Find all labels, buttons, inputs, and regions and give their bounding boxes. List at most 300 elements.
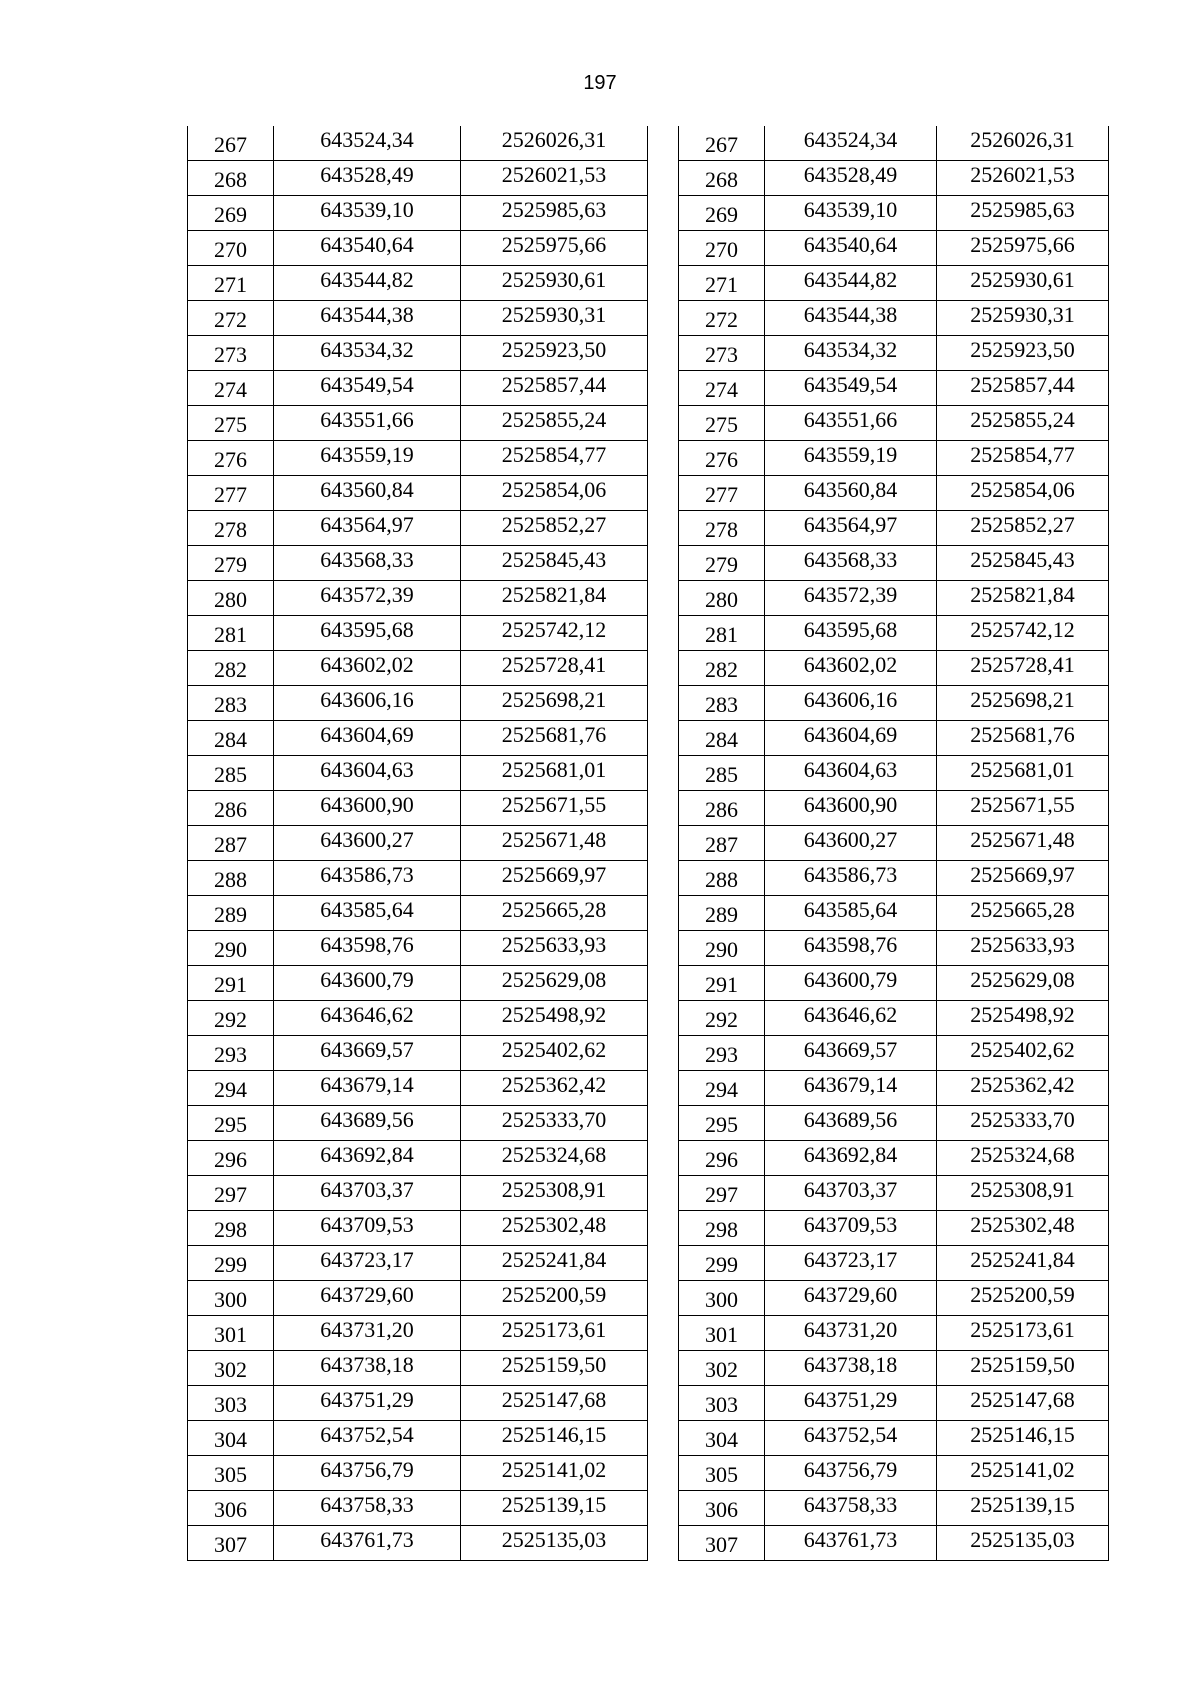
- table-row: [188, 931, 648, 966]
- x-coordinate-text: 643559,19: [320, 442, 414, 467]
- y-coordinate-text: 2525665,28: [501, 897, 607, 922]
- y-coordinate-text: 2525633,93: [501, 932, 607, 957]
- table-row: [679, 826, 1109, 861]
- x-coordinate-cell: [765, 546, 937, 581]
- point-number-cell: [188, 931, 274, 966]
- table-row: [188, 476, 648, 511]
- point-number-cell: [188, 266, 274, 301]
- y-coordinate-cell: [461, 1036, 648, 1071]
- y-coordinate-cell: [461, 1351, 648, 1386]
- table-row: [188, 581, 648, 616]
- y-coordinate-text: 2525141,02: [501, 1457, 607, 1482]
- table-row: [679, 581, 1109, 616]
- point-number-text: 305: [705, 1462, 738, 1487]
- point-number-text: 294: [214, 1077, 247, 1102]
- point-number-text: 304: [214, 1427, 247, 1452]
- y-coordinate-cell: [461, 1106, 648, 1141]
- y-coordinate-text: 2525728,41: [501, 652, 607, 677]
- table-row: [188, 441, 648, 476]
- point-number-text: 301: [705, 1322, 738, 1347]
- x-coordinate-cell: [274, 546, 461, 581]
- y-coordinate-cell: [461, 1281, 648, 1316]
- x-coordinate-text: 643751,29: [803, 1387, 898, 1412]
- table-row: [188, 721, 648, 756]
- y-coordinate-text: 2525139,15: [501, 1492, 607, 1517]
- x-coordinate-cell: [274, 1316, 461, 1351]
- y-coordinate-cell: [937, 301, 1109, 336]
- y-coordinate-cell: [937, 1071, 1109, 1106]
- x-coordinate-cell: [274, 476, 461, 511]
- point-number-cell: [679, 966, 765, 1001]
- x-coordinate-cell: [274, 231, 461, 266]
- x-coordinate-text: 643758,33: [320, 1492, 414, 1517]
- y-coordinate-text: 2525698,21: [501, 687, 607, 712]
- table-row: [188, 756, 648, 791]
- x-coordinate-text: 643572,39: [320, 582, 414, 607]
- x-coordinate-cell: [765, 826, 937, 861]
- x-coordinate-cell: [765, 1281, 937, 1316]
- point-number-cell: [679, 1351, 765, 1386]
- y-coordinate-text: 2525147,68: [970, 1387, 1075, 1412]
- point-number-text: 300: [214, 1287, 247, 1312]
- point-number-cell: [679, 1106, 765, 1141]
- x-coordinate-text: 643602,02: [320, 652, 414, 677]
- table-row: [679, 651, 1109, 686]
- point-number-cell: [188, 1386, 274, 1421]
- x-coordinate-cell: [765, 1246, 937, 1281]
- point-number-cell: [679, 686, 765, 721]
- point-number-text: 282: [214, 657, 247, 682]
- point-number-text: 303: [705, 1392, 738, 1417]
- x-coordinate-cell: [274, 1176, 461, 1211]
- x-coordinate-text: 643689,56: [803, 1107, 898, 1132]
- point-number-cell: [188, 1421, 274, 1456]
- point-number-text: 297: [214, 1182, 247, 1207]
- y-coordinate-text: 2525681,01: [970, 757, 1075, 782]
- y-coordinate-text: 2525821,84: [501, 582, 607, 607]
- x-coordinate-text: 643564,97: [320, 512, 414, 537]
- y-coordinate-cell: [937, 581, 1109, 616]
- point-number-text: 279: [214, 552, 247, 577]
- point-number-text: 271: [705, 272, 738, 297]
- point-number-text: 294: [705, 1077, 738, 1102]
- y-coordinate-text: 2525930,31: [970, 302, 1075, 327]
- x-coordinate-cell: [274, 931, 461, 966]
- x-coordinate-cell: [274, 1386, 461, 1421]
- x-coordinate-cell: [274, 301, 461, 336]
- x-coordinate-text: 643738,18: [803, 1352, 898, 1377]
- y-coordinate-text: 2525146,15: [970, 1422, 1075, 1447]
- y-coordinate-cell: [937, 1211, 1109, 1246]
- y-coordinate-text: 2525930,61: [501, 267, 607, 292]
- y-coordinate-text: 2525629,08: [970, 967, 1075, 992]
- table-row: [679, 1141, 1109, 1176]
- table-row: [679, 161, 1109, 196]
- y-coordinate-cell: [461, 1386, 648, 1421]
- y-coordinate-text: 2525308,91: [501, 1177, 607, 1202]
- y-coordinate-cell: [461, 371, 648, 406]
- x-coordinate-text: 643752,54: [320, 1422, 414, 1447]
- point-number-cell: [679, 1526, 765, 1561]
- point-number-text: 291: [705, 972, 738, 997]
- point-number-cell: [679, 791, 765, 826]
- y-coordinate-cell: [937, 441, 1109, 476]
- point-number-text: 290: [214, 937, 247, 962]
- y-coordinate-cell: [461, 1491, 648, 1526]
- x-coordinate-text: 643692,84: [803, 1142, 898, 1167]
- point-number-cell: [679, 1246, 765, 1281]
- point-number-cell: [679, 336, 765, 371]
- point-number-text: 267: [214, 132, 247, 157]
- table-row: [679, 861, 1109, 896]
- y-coordinate-cell: [461, 1141, 648, 1176]
- point-number-cell: [188, 1141, 274, 1176]
- x-coordinate-text: 643756,79: [803, 1457, 898, 1482]
- y-coordinate-cell: [461, 966, 648, 1001]
- x-coordinate-text: 643559,19: [803, 442, 898, 467]
- y-coordinate-text: 2525498,92: [970, 1002, 1075, 1027]
- point-number-text: 267: [705, 132, 738, 157]
- x-coordinate-text: 643524,34: [320, 127, 414, 152]
- x-coordinate-text: 643598,76: [803, 932, 898, 957]
- point-number-text: 302: [705, 1357, 738, 1382]
- x-coordinate-text: 643560,84: [320, 477, 414, 502]
- table-row: [679, 546, 1109, 581]
- x-coordinate-cell: [765, 476, 937, 511]
- x-coordinate-cell: [765, 336, 937, 371]
- point-number-text: 284: [214, 727, 247, 752]
- x-coordinate-cell: [765, 1316, 937, 1351]
- x-coordinate-cell: [274, 1351, 461, 1386]
- x-coordinate-cell: [274, 1491, 461, 1526]
- point-number-cell: [188, 1036, 274, 1071]
- point-number-cell: [188, 616, 274, 651]
- table-row: [679, 231, 1109, 266]
- x-coordinate-cell: [274, 1001, 461, 1036]
- y-coordinate-cell: [937, 896, 1109, 931]
- table-row: [188, 1176, 648, 1211]
- y-coordinate-cell: [937, 1526, 1109, 1561]
- x-coordinate-cell: [274, 441, 461, 476]
- point-number-cell: [679, 161, 765, 196]
- y-coordinate-cell: [937, 371, 1109, 406]
- point-number-cell: [679, 406, 765, 441]
- x-coordinate-text: 643564,97: [803, 512, 898, 537]
- table-row: [679, 1456, 1109, 1491]
- point-number-cell: [679, 196, 765, 231]
- y-coordinate-text: 2525985,63: [501, 197, 607, 222]
- table-row: [188, 1526, 648, 1561]
- y-coordinate-cell: [461, 721, 648, 756]
- point-number-cell: [188, 196, 274, 231]
- x-coordinate-cell: [274, 511, 461, 546]
- point-number-cell: [679, 1386, 765, 1421]
- point-number-text: 268: [214, 167, 247, 192]
- point-number-cell: [188, 896, 274, 931]
- x-coordinate-cell: [765, 441, 937, 476]
- y-coordinate-cell: [461, 1176, 648, 1211]
- table-row: [188, 1351, 648, 1386]
- point-number-cell: [679, 651, 765, 686]
- x-coordinate-cell: [765, 721, 937, 756]
- table-row: [188, 1421, 648, 1456]
- y-coordinate-cell: [461, 161, 648, 196]
- y-coordinate-text: 2525498,92: [501, 1002, 607, 1027]
- point-number-text: 298: [214, 1217, 247, 1242]
- point-number-text: 303: [214, 1392, 247, 1417]
- x-coordinate-cell: [274, 336, 461, 371]
- y-coordinate-text: 2525333,70: [501, 1107, 607, 1132]
- point-number-cell: [679, 756, 765, 791]
- x-coordinate-cell: [765, 896, 937, 931]
- y-coordinate-text: 2525241,84: [501, 1247, 607, 1272]
- y-coordinate-text: 2525855,24: [970, 407, 1075, 432]
- y-coordinate-text: 2525135,03: [501, 1527, 607, 1552]
- table-row: [188, 1281, 648, 1316]
- point-number-text: 270: [214, 237, 247, 262]
- x-coordinate-cell: [765, 1106, 937, 1141]
- x-coordinate-cell: [765, 1071, 937, 1106]
- x-coordinate-cell: [765, 266, 937, 301]
- x-coordinate-text: 643600,27: [320, 827, 414, 852]
- point-number-cell: [188, 791, 274, 826]
- point-number-cell: [188, 1246, 274, 1281]
- y-coordinate-text: 2526026,31: [970, 127, 1075, 152]
- point-number-cell: [679, 546, 765, 581]
- table-row: [679, 1246, 1109, 1281]
- point-number-text: 286: [705, 797, 738, 822]
- y-coordinate-cell: [937, 1246, 1109, 1281]
- point-number-cell: [679, 826, 765, 861]
- y-coordinate-cell: [937, 196, 1109, 231]
- y-coordinate-text: 2525857,44: [501, 372, 607, 397]
- point-number-cell: [679, 896, 765, 931]
- y-coordinate-text: 2525633,93: [970, 932, 1075, 957]
- table-row: [188, 266, 648, 301]
- point-number-text: 283: [214, 692, 247, 717]
- table-row: [679, 196, 1109, 231]
- y-coordinate-cell: [937, 966, 1109, 1001]
- x-coordinate-cell: [765, 1491, 937, 1526]
- x-coordinate-cell: [274, 266, 461, 301]
- y-coordinate-cell: [461, 861, 648, 896]
- point-number-cell: [188, 336, 274, 371]
- point-number-text: 274: [214, 377, 247, 402]
- x-coordinate-text: 643528,49: [320, 162, 414, 187]
- x-coordinate-text: 643560,84: [803, 477, 898, 502]
- point-number-cell: [679, 861, 765, 896]
- x-coordinate-text: 643600,79: [320, 967, 414, 992]
- table-row: [679, 966, 1109, 1001]
- point-number-text: 275: [705, 412, 738, 437]
- x-coordinate-cell: [765, 1351, 937, 1386]
- y-coordinate-text: 2525845,43: [970, 547, 1075, 572]
- y-coordinate-cell: [461, 581, 648, 616]
- point-number-cell: [188, 476, 274, 511]
- y-coordinate-cell: [937, 1001, 1109, 1036]
- x-coordinate-text: 643669,57: [320, 1037, 414, 1062]
- y-coordinate-text: 2525665,28: [970, 897, 1075, 922]
- table-row: [188, 1071, 648, 1106]
- y-coordinate-text: 2525852,27: [970, 512, 1075, 537]
- y-coordinate-cell: [461, 1001, 648, 1036]
- x-coordinate-cell: [274, 406, 461, 441]
- y-coordinate-text: 2525854,77: [970, 442, 1075, 467]
- x-coordinate-cell: [765, 581, 937, 616]
- y-coordinate-text: 2525302,48: [970, 1212, 1075, 1237]
- y-coordinate-text: 2525742,12: [501, 617, 607, 642]
- x-coordinate-cell: [274, 966, 461, 1001]
- table-row: [679, 1106, 1109, 1141]
- y-coordinate-cell: [461, 301, 648, 336]
- point-number-text: 296: [705, 1147, 738, 1172]
- y-coordinate-cell: [461, 1456, 648, 1491]
- point-number-cell: [188, 511, 274, 546]
- point-number-cell: [188, 686, 274, 721]
- y-coordinate-text: 2525308,91: [970, 1177, 1075, 1202]
- point-number-text: 287: [214, 832, 247, 857]
- point-number-cell: [188, 1176, 274, 1211]
- y-coordinate-text: 2525681,01: [501, 757, 607, 782]
- y-coordinate-text: 2525854,06: [501, 477, 607, 502]
- y-coordinate-cell: [937, 861, 1109, 896]
- y-coordinate-text: 2525324,68: [970, 1142, 1075, 1167]
- table-row: [188, 966, 648, 1001]
- y-coordinate-cell: [461, 756, 648, 791]
- y-coordinate-text: 2525324,68: [501, 1142, 607, 1167]
- x-coordinate-cell: [765, 1211, 937, 1246]
- point-number-cell: [188, 826, 274, 861]
- table-row: [679, 756, 1109, 791]
- x-coordinate-text: 643669,57: [803, 1037, 898, 1062]
- x-coordinate-cell: [765, 126, 937, 161]
- coordinates-table-right-body: [679, 126, 1109, 1561]
- table-row: [679, 1176, 1109, 1211]
- y-coordinate-cell: [937, 1106, 1109, 1141]
- point-number-cell: [679, 1071, 765, 1106]
- x-coordinate-cell: [274, 651, 461, 686]
- x-coordinate-text: 643549,54: [803, 372, 898, 397]
- x-coordinate-cell: [765, 931, 937, 966]
- point-number-text: 301: [214, 1322, 247, 1347]
- x-coordinate-cell: [765, 616, 937, 651]
- y-coordinate-cell: [937, 931, 1109, 966]
- x-coordinate-text: 643544,82: [320, 267, 414, 292]
- y-coordinate-text: 2525852,27: [501, 512, 607, 537]
- y-coordinate-cell: [461, 931, 648, 966]
- y-coordinate-cell: [937, 791, 1109, 826]
- y-coordinate-text: 2525241,84: [970, 1247, 1075, 1272]
- x-coordinate-cell: [274, 686, 461, 721]
- table-row: [188, 1211, 648, 1246]
- x-coordinate-text: 643544,38: [320, 302, 414, 327]
- y-coordinate-text: 2525159,50: [501, 1352, 607, 1377]
- point-number-text: 281: [705, 622, 738, 647]
- point-number-text: 295: [214, 1112, 247, 1137]
- x-coordinate-text: 643544,82: [803, 267, 898, 292]
- y-coordinate-text: 2525402,62: [970, 1037, 1075, 1062]
- x-coordinate-text: 643604,63: [803, 757, 898, 782]
- x-coordinate-cell: [274, 371, 461, 406]
- x-coordinate-text: 643551,66: [320, 407, 414, 432]
- x-coordinate-cell: [765, 861, 937, 896]
- x-coordinate-text: 643572,39: [803, 582, 898, 607]
- table-row: [679, 791, 1109, 826]
- point-number-text: 288: [214, 867, 247, 892]
- point-number-cell: [679, 476, 765, 511]
- x-coordinate-cell: [765, 406, 937, 441]
- table-row: [679, 1526, 1109, 1561]
- point-number-text: 307: [705, 1532, 738, 1557]
- y-coordinate-text: 2525135,03: [970, 1527, 1075, 1552]
- y-coordinate-text: 2525854,06: [970, 477, 1075, 502]
- point-number-text: 268: [705, 167, 738, 192]
- point-number-cell: [679, 1141, 765, 1176]
- y-coordinate-text: 2526026,31: [501, 127, 607, 152]
- x-coordinate-text: 643544,38: [803, 302, 898, 327]
- point-number-cell: [188, 441, 274, 476]
- table-row: [188, 1456, 648, 1491]
- point-number-cell: [679, 1001, 765, 1036]
- point-number-cell: [679, 371, 765, 406]
- x-coordinate-cell: [765, 1001, 937, 1036]
- point-number-cell: [679, 1211, 765, 1246]
- point-number-text: 287: [705, 832, 738, 857]
- point-number-text: 277: [705, 482, 738, 507]
- y-coordinate-cell: [937, 756, 1109, 791]
- x-coordinate-text: 643539,10: [320, 197, 414, 222]
- x-coordinate-cell: [274, 616, 461, 651]
- y-coordinate-text: 2525173,61: [501, 1317, 607, 1342]
- table-row: [188, 1106, 648, 1141]
- point-number-text: 282: [705, 657, 738, 682]
- point-number-cell: [188, 1281, 274, 1316]
- table-row: [188, 1386, 648, 1421]
- point-number-text: 285: [705, 762, 738, 787]
- point-number-text: 290: [705, 937, 738, 962]
- point-number-cell: [679, 931, 765, 966]
- y-coordinate-cell: [461, 406, 648, 441]
- table-row: [188, 231, 648, 266]
- point-number-text: 272: [214, 307, 247, 332]
- point-number-cell: [188, 1351, 274, 1386]
- y-coordinate-cell: [461, 476, 648, 511]
- point-number-text: 300: [705, 1287, 738, 1312]
- table-row: [679, 371, 1109, 406]
- point-number-cell: [679, 1491, 765, 1526]
- point-number-text: 297: [705, 1182, 738, 1207]
- point-number-text: 283: [705, 692, 738, 717]
- x-coordinate-text: 643692,84: [320, 1142, 414, 1167]
- x-coordinate-text: 643595,68: [320, 617, 414, 642]
- x-coordinate-text: 643731,20: [320, 1317, 414, 1342]
- y-coordinate-cell: [461, 651, 648, 686]
- x-coordinate-text: 643646,62: [320, 1002, 414, 1027]
- point-number-text: 274: [705, 377, 738, 402]
- x-coordinate-cell: [765, 1421, 937, 1456]
- y-coordinate-cell: [461, 336, 648, 371]
- coordinates-table-left: [187, 126, 648, 1561]
- table-row: [679, 896, 1109, 931]
- x-coordinate-cell: [765, 1386, 937, 1421]
- point-number-text: 299: [214, 1252, 247, 1277]
- point-number-cell: [188, 371, 274, 406]
- y-coordinate-cell: [937, 266, 1109, 301]
- x-coordinate-cell: [765, 686, 937, 721]
- y-coordinate-cell: [461, 266, 648, 301]
- y-coordinate-text: 2525975,66: [501, 232, 607, 257]
- table-row: [679, 406, 1109, 441]
